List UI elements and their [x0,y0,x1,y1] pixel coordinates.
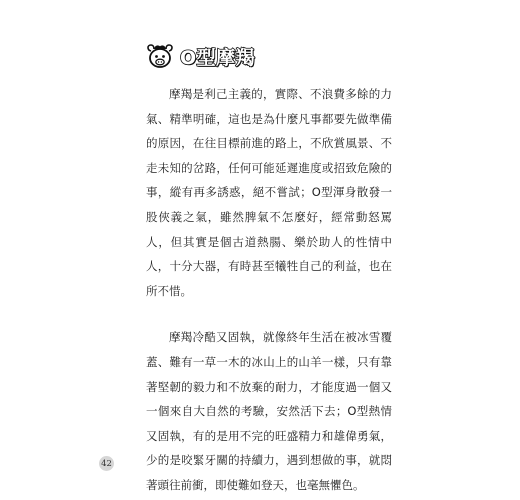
page-number: 42 [101,458,112,469]
section-heading [146,42,255,70]
page-title: O型摩羯 [180,46,256,69]
paragraph: 摩羯冷酷又固執，就像終年生活在被冰雪覆蓋、難有一草一木的冰山上的山羊一樣，只有靠著堅韌的毅力和不放棄的耐力，才能度過一個又一個來自大自然的考驗，安然活下去；O型熱情又固執，有的是用不完的旺盛精力和雄偉勇氣，少的是咬緊牙關的持續力，遇到想做的事，就悶著頭往前衝，即使難如登天，也毫無懼色。 [146,330,392,492]
sheep-mascot-icon [146,43,174,69]
body-text [146,82,392,498]
paragraph: 摩羯是利己主義的，實際、不浪費多餘的力氣、精準明確，這也是為什麼凡事都要先做準備的原因，在往目標前進的路上，不欣賞風景、不走未知的岔路，任何可能延遲進度或招致危險的事，縱有再多誘惑，絕不嘗試；O型渾身散發一股俠義之氣，雖然脾氣不怎麼好，經常動怒罵人，但其實是個古道熱腸、樂於助人的性情中人，十分大器，有時甚至犧牲自己的利益，也在所不惜。 [146,87,392,298]
page-number-badge [99,456,114,471]
